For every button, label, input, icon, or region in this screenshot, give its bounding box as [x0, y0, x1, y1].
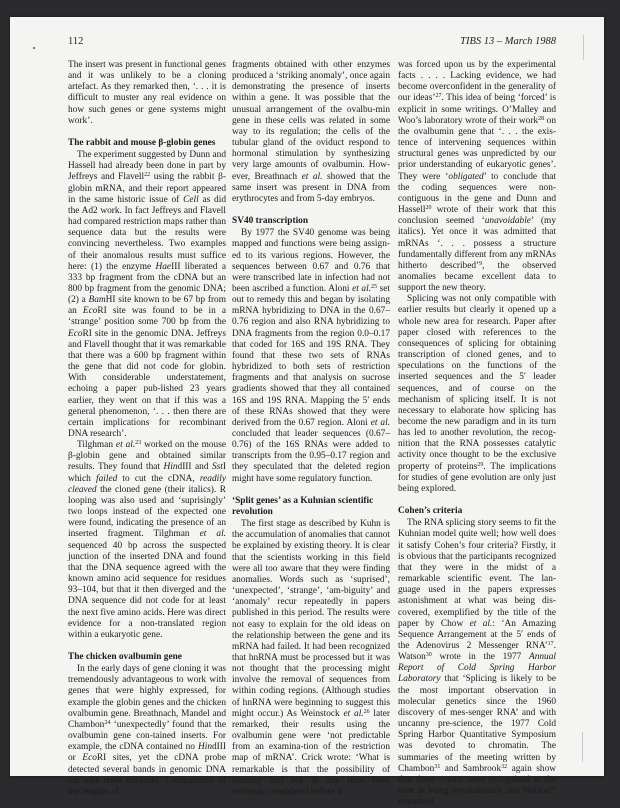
paragraph: The insert was present in functional genes and it was unlikely to be a cloning artefact. As they remarked then, ‘. . . it is difficult to muster any real evidence on how such genes or gene systems might work’.: [68, 60, 226, 126]
text-column-1: [68, 60, 226, 798]
section-heading-split-genes-kuhnian: ‘Split genes’ as a Kuhnian scientific revolution: [232, 495, 374, 517]
page-header: [68, 36, 556, 50]
paragraph: The first stage as described by Kuhn is the accumulation of anomalies that cannot be explained by existing theory. It is clear that the scientists working in this field were all too aware that they were finding anomalies. Words such as ‘suprised’, ‘unexpected’, ‘strange’, ‘am-biguity’ and ‘anomaly’ recur repeatedly in papers published in this period. The results were not easy to explain for the old ideas on the relationship between the gene and its mRNA had failed. It had been recognized that hnRNA must be processed but it was not thought that the processing might involve the removal of sequences from within coding regions. (Although studies of hnRNA were beginning to suggest this might occur.) As Weinstock et al.$^{26}$ later remarked, their results using the ovalbumin gene were ‘not predictable from an examina-tion of the restriction map of mRNA’. Crick wrote: ‘What is remarkable is that the possibility of splicing had not at any time been seriously considered before it: [232, 519, 391, 797]
reference-superscript: 20: [425, 205, 432, 212]
scan-speck: [33, 47, 35, 49]
section-heading-rabbit-mouse-globin: The rabbit and mouse β-globin genes: [68, 137, 216, 148]
paragraph: By 1977 the SV40 genome was being mapped and functions were being assign-ed to its various regions. However, the sequences between 0.67 and 0.76 that were transcribed late in infection had not been ascribed a function. Aloni et al.$^{25}$ set out to remedy this and began by isolating mRNA hybridizing to DNA in the 0.67–0.76 region and also RNA hybridizing to DNA fragments from the region 0.0–0.17 that coded for 16S and 19S RNA. They found that these two sets of RNAs hybridized to both sets of restriction fragments and that analysis on sucrose gradients showed that they all contained 16S and 19S RNA. Mapping the 5′ ends of these RNAs showed that they were derived from the 0.67 region. Aloni et al. concluded that leader sequences (0.67–0.76) of the 16S RNAs were added to transcripts from the 0.95–0.17 region and they speculated that the deleted region might have some regulatory function.: [232, 228, 390, 484]
section-heading-sv40-transcription: SV40 transcription: [232, 216, 309, 227]
reference-superscript: 31: [434, 763, 441, 770]
reference-superscript: 24: [104, 719, 111, 726]
reference-superscript: 30: [425, 652, 432, 659]
reference-superscript: 27: [435, 93, 442, 100]
margin-mark: [583, 35, 584, 60]
reference-superscript: 26: [363, 708, 370, 715]
text-column-3: [398, 60, 556, 808]
section-heading-cohens-criteria: Cohen’s criteria: [398, 506, 463, 517]
paragraph: The RNA splicing story seems to fit the Kuhnian model quite well; how well does it satisfy Cohen’s four criteria? Firstly, it is obvious that the participants recognized that they were in the midst of a remarkable scientific event. The lan-guage used in the papers expresses astonishment at what was being dis-covered, exemplified by the title of the paper by Chow et al.: ‘An Amazing Sequence Arrangement at the 5′ ends of the Adenovirus 2 Messenger RNA’$^{17}$. Watson$^{30}$ wrote in the 1977 Annual Report of Cold Spring Harbor Laboratory that ‘Splicing is likely to be the most important observation in molecular genetics since the 1960 discovery of mes-senger RNA’ and with uncanny pre-science, the 1977 Cold Spring Harbor Quantitative Symposium was devoted to chromatin. The summaries of the meeting written by Chambon$^{31}$ and Sambrook$^{32}$ again show that these events were recognized at the time as being revolutionary, and Watson$^{33}$ remarked: [398, 518, 556, 808]
paragraph: The experiment suggested by Dunn and Hassell had already been done in part by Jeffreys and Flavell$^{22}$ using the rabbit β-globin mRNA, and their report appeared in the same historic issue of Cell as did the Ad2 work. In fact Jeffreys and Flavell had compared restriction maps rather than sequence data but the results were convincing nevertheless. Two examples of their anomalous results must suffice here: (1) the enzyme HaeIII liberated a 333 bp fragment from the cDNA but an 800 bp fragment from the genomic DNA; (2) a BamHI site known to be 67 bp from an EcoRI site was found to be in a ‘strange’ position some 700 bp from the EcoRI site in the genomic DNA. Jeffreys and Flavell thought that it was remarkable that there was a 600 bp fragment within the gene that did not code for globin. With considerable understatement, echoing a paper pub-lished 23 years earlier, they went on that if this was a general phenomenon, ‘. . . then there are certain implications for recombinant DNA research’.: [68, 150, 226, 439]
paragraph: was forced upon us by the experimental facts . . . . Lacking evidence, we had become overconfident in the generality of our ideas’$^{27}$. This idea of being ‘forced’ is explicit in some writings. O’Malley and Woo’s laboratory wrote of their work$^{28}$ on the ovalbumin gene that ‘. . . the exis-tence of intervening sequences within structural genes was unpredicted by our prior understanding of eukaryotic genes’. They were ‘obligated’ to conclude that the coding sequences were non-contiguous in the gene and Dunn and Hassell$^{20}$ wrote of their work that this conclusion seemed ‘unavoidable’ (my italics). Yet once it was admitted that mRNAs ‘. . . possess a structure fundamentally different from any mRNAs hitherto described’$^9$, the observed anomalies became excellent data to support the new theory.: [398, 60, 556, 294]
margin-mark: [582, 732, 583, 762]
paragraph: Tilghman et al.$^{23}$ worked on the mouse β-globin gene and obtained similar results. They found that HindIII and SstI which failed to cut the cDNA, readily cleaved the cloned gene (their italics). R looping was also used and ‘suprisingly’ two loops instead of the expected one were found, indicating the presence of an inserted fragment. Tilghman et al. sequenced 40 bp across the suspected junction of the inserted DNA and found that the DNA sequence agreed with the known amino acid sequence for residues 93–104, but that it then diverged and the DNA sequence did not code for at least the next five amino acids. Here was direct evidence for a non-translated region within a eukaryotic gene.: [68, 440, 227, 640]
reference-superscript: 28: [538, 115, 545, 122]
section-heading-chicken-ovalbumin: The chicken ovalbumin gene: [68, 651, 182, 662]
journal-citation: TIBS 13 – March 1988: [460, 36, 556, 47]
reference-superscript: 29: [477, 461, 484, 468]
paragraph: Splicing was not only compatible with earlier results but clearly it opened up a whole new area for research. Paper after paper closed with references to the consequences of splicing for obtaining transcription of cloned genes, and to speculations on the functions of the inserted sequences and the 5′ leader sequences, and of course on the mechanism of splicing itself. It is not necessary to elaborate how splicing has become the new paradigm and in its turn has led to another revolution, the recog-nition that the RNA possesses catalytic activity once thought to be the exclusive property of proteins$^{29}$. The implications for studies of gene evolution are only just being explored.: [398, 294, 556, 494]
reference-superscript: 32: [501, 763, 508, 770]
reference-superscript: 22: [144, 172, 151, 179]
page-number: 112: [68, 36, 84, 47]
reference-superscript: 23: [135, 440, 142, 447]
reference-superscript: 25: [371, 283, 378, 290]
reference-superscript: 33: [550, 786, 556, 792]
reference-superscript: 17: [547, 640, 554, 647]
paragraph: In the early days of gene cloning it was tremendously advantageous to work with genes that were highly expressed, for example the globin genes and the chicken ovalbumin gene. Breathnach, Mandel and Chambon$^{24}$ ‘unexpectedly’ found that the ovalbumin gene con-tained inserts. For example, the cDNA contained no HindIII or EcoRI sites, yet the cDNA probe detected several bands in genomic DNA cut with these enzymes. Comparisons of the lengths of: [68, 664, 226, 797]
paragraph: fragments obtained with other enzymes produced a ‘striking anomaly’, once again demonstrating the presence of inserts within a gene. It was possible that the unusual arrangement of the ovalbu-min gene in these cells was related in some way to its regulation; the cells of the tubular gland of the oviduct respond to hormonal stimulation by synthesizing very large amounts of ovalbumin. How-ever, Breathnach et al. showed that the same insert was present in DNA from erythrocytes and from 5-day embryos.: [232, 60, 391, 204]
document-page: [10, 17, 604, 808]
reference-superscript: 9: [479, 260, 483, 267]
text-column-2: [232, 60, 390, 798]
